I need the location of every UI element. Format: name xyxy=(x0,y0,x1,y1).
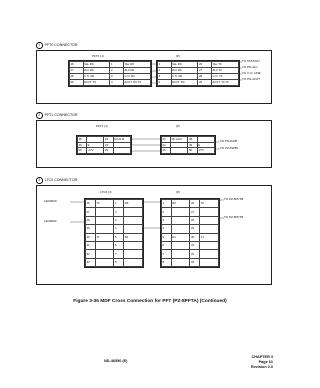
pin-number: 6 xyxy=(114,241,124,249)
pin-signal: MJ ALM xyxy=(171,137,188,143)
pin-signal: C.O. R0 xyxy=(83,74,110,80)
pin-number: 49 xyxy=(188,142,197,148)
pin-number: 7 xyxy=(162,250,172,258)
pft1-plug-header: (P) xyxy=(176,124,180,128)
pft1-jack-header: PFT1 (J) xyxy=(96,124,108,128)
ltc0-dest-2: TO PZ-8PFTB xyxy=(224,215,244,219)
figure-caption: Figure 3-36 MDF Cross Connection for PFT (PZ-8PFTA) (Continued) xyxy=(73,299,227,304)
pin-signal: #LC R0 xyxy=(171,68,198,74)
pin-signal: T0 xyxy=(95,200,114,208)
pft0-dest-cot: TO PN-4COT xyxy=(242,77,261,81)
pin-number: 8 xyxy=(162,258,172,266)
revision-label: Revision 2.0 xyxy=(250,365,273,369)
pin-number: 3 xyxy=(110,74,124,80)
pin-number: 4 xyxy=(162,225,172,233)
pin-number: 27 xyxy=(70,68,84,74)
pin-number: 27 xyxy=(86,208,96,216)
pin-number: 8 xyxy=(114,258,124,266)
pin-number: 50 xyxy=(78,148,87,154)
pin-number: 23 xyxy=(104,137,113,143)
pft0-dest-lc: TO PN-4LC xyxy=(242,65,258,69)
pin-signal: #COT. R0 xyxy=(171,80,198,86)
pin-number: 5 xyxy=(114,233,124,241)
pin-number: 29 xyxy=(198,80,212,86)
pin-number: 25 xyxy=(104,148,113,154)
pin-number: 28 xyxy=(70,74,84,80)
pin-number: 2 xyxy=(114,208,124,216)
pin-signal: #COT. R0 T0 xyxy=(124,80,151,86)
pin-signal: Sta. R0 xyxy=(124,62,151,68)
pin-number: 3 xyxy=(162,216,172,224)
pin-number: 49 xyxy=(78,142,87,148)
pin-number: 1 xyxy=(114,200,124,208)
pin-number: 2 xyxy=(158,68,172,74)
pin-number: 2 xyxy=(110,68,124,74)
pin-number: 31 xyxy=(86,241,96,249)
ltc0-dest-1: TO PZ-8PFTB xyxy=(224,197,244,201)
pin-number: 26 xyxy=(86,200,96,208)
ltc0-len-0000: LEN0000 xyxy=(44,199,57,203)
pin-number: 32 xyxy=(190,250,200,258)
pin-number: 33 xyxy=(190,258,200,266)
pin-number: 1 xyxy=(162,200,172,208)
pft0-dest-station: TO STATION xyxy=(242,59,260,63)
pin-number: 26 xyxy=(198,62,212,68)
pin-signal: MJ ALM xyxy=(113,137,130,143)
pin-number: 4 xyxy=(110,80,124,86)
pin-number: 4 xyxy=(158,80,172,86)
pin-signal: R1 xyxy=(171,233,190,241)
section-number: 1 xyxy=(36,42,43,49)
pin-signal: T1 xyxy=(95,233,114,241)
pin-signal: #LC R0 xyxy=(83,68,110,74)
pin-signal: -27V xyxy=(197,148,214,154)
pin-signal: #COT. T0 T0 xyxy=(212,80,239,86)
pin-number: 7 xyxy=(114,250,124,258)
pin-number: 27 xyxy=(190,208,200,216)
doc-id: ND-46550 (E) xyxy=(104,359,128,363)
pin-signal: #COT. T0 xyxy=(83,80,110,86)
pin-number: 27 xyxy=(198,68,212,74)
pin-number: 3 xyxy=(158,74,172,80)
pin-signal: C.O. R0 xyxy=(124,74,151,80)
pin-number: 33 xyxy=(86,258,96,266)
section-title: LTC0 CONNECTOR xyxy=(44,178,78,183)
pin-signal: E xyxy=(197,142,214,148)
pin-number: 32 xyxy=(86,250,96,258)
pin-number: 6 xyxy=(162,241,172,249)
pin-number: 26 xyxy=(190,200,200,208)
pin-signal: C.O. R0 xyxy=(171,74,198,80)
pft0-jack-header: PFT0 (J) xyxy=(92,54,104,58)
pin-signal: -27V xyxy=(87,148,104,154)
pin-signal: R0 xyxy=(171,200,190,208)
section-title: PFT0 CONNECTOR xyxy=(44,43,78,48)
pin-signal: Sta. T0 xyxy=(212,62,239,68)
pin-number: 31 xyxy=(190,241,200,249)
pin-number: 1 xyxy=(110,62,124,68)
pin-number: 28 xyxy=(190,216,200,224)
pin-signal: Sta. R0 xyxy=(171,62,198,68)
section-number: 2 xyxy=(36,112,43,119)
pft0-plug-header: (P) xyxy=(176,54,180,58)
pin-number: 28 xyxy=(86,216,96,224)
pin-signal: E xyxy=(87,142,104,148)
pin-signal: R1 xyxy=(124,233,143,241)
pin-signal: #LC R0 xyxy=(124,68,151,74)
pin-number: 23 xyxy=(162,137,171,143)
pin-number: 24 xyxy=(104,142,113,148)
pft0-dest-co: TO C.O. LINE xyxy=(242,71,261,75)
pin-signal: T1 xyxy=(200,233,219,241)
pin-signal: R0 xyxy=(124,200,143,208)
pin-number: 26 xyxy=(70,62,84,68)
pin-number: 30 xyxy=(86,233,96,241)
section-title: PFT1 CONNECTOR xyxy=(44,113,78,118)
pin-number: 3 xyxy=(114,216,124,224)
pin-number: 29 xyxy=(70,80,84,86)
pin-number: 48 xyxy=(188,137,197,143)
pin-number: 30 xyxy=(190,233,200,241)
pin-number: 29 xyxy=(190,225,200,233)
pin-number: 50 xyxy=(188,148,197,154)
pin-signal: #LC T0 xyxy=(212,68,239,74)
chapter-label: CHAPTER 3 xyxy=(251,355,273,359)
page-label: Page 61 xyxy=(258,360,273,364)
pin-number: 25 xyxy=(162,148,171,154)
pft1-dest-pw86: TO PZ-PW86 xyxy=(220,146,238,150)
pin-number: 29 xyxy=(86,225,96,233)
pin-number: 28 xyxy=(198,74,212,80)
pin-number: 48 xyxy=(78,137,87,143)
pin-number: 2 xyxy=(162,208,172,216)
pin-signal: C.O. T0 xyxy=(212,74,239,80)
ltc0-plug-header: (P) xyxy=(176,190,180,194)
pin-number: 1 xyxy=(158,62,172,68)
ltc0-len-0002: LEN0002 xyxy=(44,219,57,223)
pin-signal: Sta. R0 xyxy=(83,62,110,68)
pin-number: 24 xyxy=(162,142,171,148)
section-number: 3 xyxy=(36,177,43,184)
pin-signal: T0 xyxy=(200,200,219,208)
ltc0-jack-header: LTC0 (J) xyxy=(100,190,112,194)
pin-number: 5 xyxy=(162,233,172,241)
pin-number: 4 xyxy=(114,225,124,233)
pft1-dest-daib: TO PN-DAIB xyxy=(220,139,238,143)
